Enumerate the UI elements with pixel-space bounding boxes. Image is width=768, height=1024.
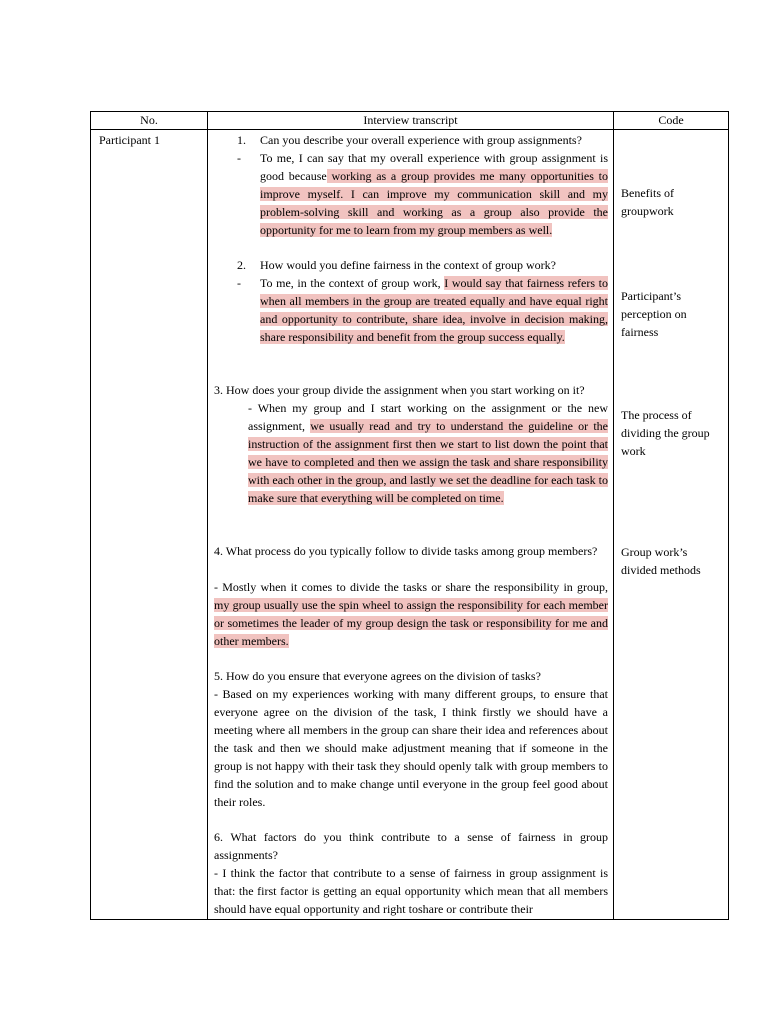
participant-label: Participant 1 (99, 133, 160, 147)
answer-4: - Mostly when it comes to divide the tasks or share the responsibility in group, my group usually use the spin wheel to assign the responsibility for each member or sometimes the leader of my group design the task or responsibility for me and other members. (214, 580, 608, 648)
code-label: Participant’s perception on fairness (621, 289, 687, 339)
transcript-cell (208, 130, 614, 920)
participant-cell (91, 130, 208, 920)
answer-5: - Based on my experiences working with many different groups, to ensure that everyone agree on the division of the task, I think firstly we should have a meeting where all members in the group can share their idea and references about the task and then we should make adjustment meaning that if someone in the group is not happy with their task they should openly talk with group members to find the solution and to make change until everyone in the group feel good about their roles. (214, 687, 608, 809)
answer-6: - I think the factor that contribute to a sense of fairness in group assignment is that: the first factor is getting an equal opportunity which mean that all members should have equal opportunity and right toshare or contribute their (214, 866, 608, 916)
code-label: Group work’s divided methods (621, 545, 701, 577)
question-number: 2. (237, 258, 246, 272)
answer-2: To me, in the context of group work, I would say that fairness refers to when all members in the group are treated equally and have equal right and opportunity to contribute, share idea, involve in decision making, share responsibility and benefit from the group success equally. (260, 276, 609, 344)
table-header-row (91, 112, 729, 130)
question-2: How would you define fairness in the context of group work? (260, 258, 556, 272)
highlight: we usually read and try to understand the guideline or the instruction of the assignment first then we start to list down the point that we have to completed and then we assign the task and share responsibility with each other in the group, and lastly we set the deadline for each task to make sure that everything will be completed on time. (248, 419, 608, 505)
question-1: Can you describe your overall experience with group assignments? (260, 133, 582, 147)
answer-dash: - (237, 276, 241, 290)
answer-dash: - (237, 151, 241, 165)
answer-3: - When my group and I start working on the assignment or the new assignment, we usually read and try to understand the guideline or the instruction of the assignment first then we start to list down the point that we have to completed and then we assign the task and share responsibility with each other in the group, and lastly we set the deadline for each task to make sure that everything will be completed on time. (248, 401, 608, 505)
highlight: I would say that fairness refers to when all members in the group are treated equally and have equal right and opportunity to contribute, share idea, involve in decision making, share responsibility and benefit from the group success equally. (260, 276, 609, 344)
question-3: 3. How does your group divide the assignment when you start working on it? (214, 383, 585, 397)
code-label: Benefits of groupwork (621, 186, 674, 218)
question-4: 4. What process do you typically follow to divide tasks among group members? (214, 544, 598, 558)
code-label: The process of dividing the group work (621, 408, 710, 458)
highlight: working as a group provides me many opportunities to improve myself. I can improve my communication skill and my problem-solving skill and working as a group also provide the opportunity for me to learn from my group members as well. (260, 169, 608, 237)
table-row (91, 130, 729, 920)
header-no: No. (91, 112, 208, 130)
interview-table (90, 111, 729, 920)
header-code: Code (614, 112, 729, 130)
question-6: 6. What factors do you think contribute to a sense of fairness in group assignments? (214, 830, 608, 862)
header-transcript: Interview transcript (208, 112, 614, 130)
question-5: 5. How do you ensure that everyone agrees on the division of tasks? (214, 669, 541, 683)
highlight: my group usually use the spin wheel to assign the responsibility for each member or sometimes the leader of my group design the task or responsibility for me and other members. (214, 598, 608, 648)
code-cell (614, 130, 729, 920)
answer-1: To me, I can say that my overall experience with group assignment is good because working as a group provides me many opportunities to improve myself. I can improve my communication skill and my problem-solving skill and working as a group also provide the opportunity for me to learn from my group members as well. (260, 151, 608, 237)
question-number: 1. (237, 133, 246, 147)
